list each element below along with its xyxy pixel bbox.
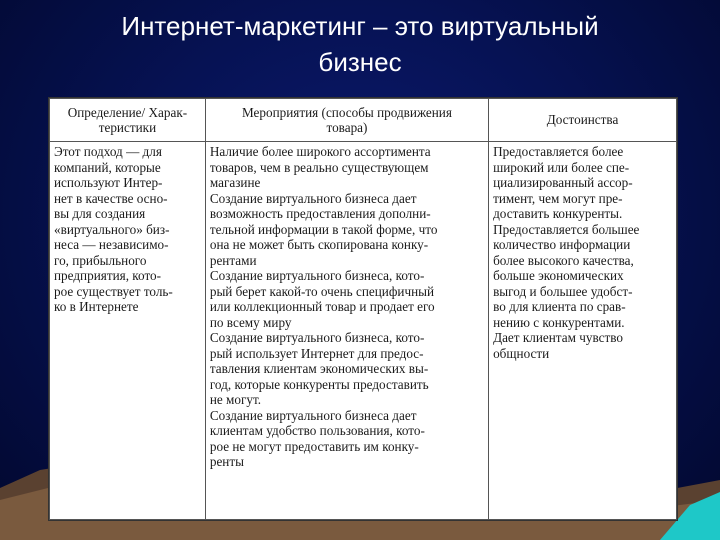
cell-line: тимент, чем могут пре-	[493, 190, 623, 206]
cell-line: Создание виртуального бизнеса, кото-	[209, 268, 425, 283]
cell-line: го, прибыльного	[54, 252, 147, 268]
scanned-table-sheet	[48, 97, 678, 521]
cell-line: широкий или более спе-	[493, 159, 630, 175]
cell-line: неса — независимо-	[54, 237, 169, 252]
cell-line: больше экономических	[493, 268, 624, 283]
cell-line: Этот подход — для	[54, 144, 162, 159]
cell-line: используют Интер-	[54, 175, 163, 190]
cell-line: или коллекционный товар и продает его	[209, 299, 435, 314]
cell-line: нет в качестве осно-	[54, 190, 168, 206]
cell-line: ренты	[209, 454, 244, 469]
cell-line: рое существует толь-	[54, 283, 173, 299]
cell-line: предприятия, кото-	[54, 268, 162, 283]
cell-line: клиентам удобство пользования, кото-	[209, 423, 425, 438]
cell-line: доставить конкуренты.	[493, 206, 623, 221]
cell-line: ко в Интернете	[54, 299, 139, 314]
header-line: Мероприятия (способы продвижения	[242, 104, 452, 120]
cell-line: возможность предоставления дополни-	[209, 206, 431, 221]
cell-line: тавления клиентам экономических вы-	[209, 361, 429, 376]
slide-title-line-2: бизнес	[318, 47, 402, 77]
cell-line: год, которые конкуренты предоставить	[209, 376, 429, 392]
cell-line: выгод и большее удобст-	[493, 283, 633, 299]
cell-line: Предоставляется более	[493, 144, 624, 159]
cell-line: общности	[493, 345, 550, 361]
cell-line: магазине	[209, 175, 261, 190]
table-row	[50, 142, 677, 520]
cell-line: нению с конкурентами.	[493, 314, 625, 330]
cell-line: более высокого качества,	[493, 252, 634, 268]
cell-line: во для клиента по срав-	[493, 299, 626, 314]
cell-line: Наличие более широкого ассортимента	[209, 144, 431, 159]
cell-line: вы для создания	[54, 206, 146, 221]
cell-line: компаний, которые	[54, 159, 161, 175]
cell-advantages	[489, 142, 677, 520]
cell-line: циализированный ассор-	[493, 175, 633, 190]
cell-line: товаров, чем в реально существующем	[209, 159, 429, 175]
header-definition	[50, 99, 206, 142]
cell-line: рый берет какой-то очень специфичный	[209, 283, 435, 299]
cell-line: тельной информации в такой форме, что	[209, 221, 438, 237]
cell-line: «виртуального» биз-	[54, 221, 170, 237]
header-line: товара)	[326, 120, 368, 135]
cell-line: Создание виртуального бизнеса, кото-	[209, 330, 425, 345]
cell-line: количество информации	[493, 237, 631, 252]
header-line: Определение/ Харак-	[67, 104, 188, 120]
cell-line: она не может быть скопирована конку-	[209, 237, 429, 252]
cell-definition	[50, 142, 206, 520]
header-advantages	[489, 99, 677, 142]
header-line: теристики	[98, 120, 157, 135]
cell-line: Предоставляется большее	[493, 221, 640, 237]
table-header-row	[50, 99, 677, 142]
cell-line: рый использует Интернет для предос-	[209, 345, 424, 361]
cell-line: Создание виртуального бизнеса дает	[209, 190, 417, 206]
cell-measures	[205, 142, 488, 520]
slide-title	[0, 8, 720, 80]
cell-line: рентами	[209, 252, 257, 268]
comparison-table	[49, 98, 677, 520]
header-line: Достоинства	[546, 112, 619, 128]
cell-line: Создание виртуального бизнеса дает	[209, 407, 417, 423]
cell-line: по всему миру	[209, 314, 292, 330]
cell-line: Дает клиентам чувство	[493, 330, 623, 345]
cell-line: рое не могут предоставить им конку-	[209, 438, 419, 454]
slide-title-line-1: Интернет-маркетинг – это виртуальный	[121, 11, 599, 41]
header-measures	[205, 99, 488, 142]
cell-line: не могут.	[209, 392, 262, 407]
